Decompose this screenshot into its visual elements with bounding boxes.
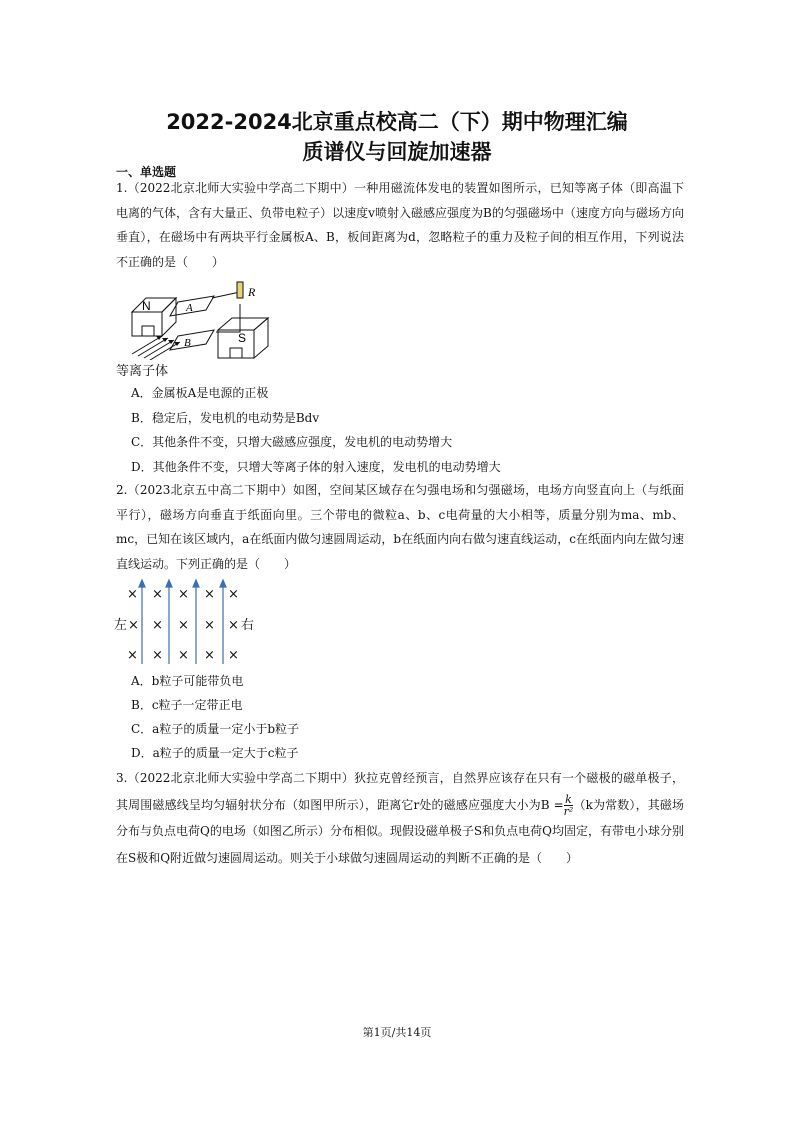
cross-r2c1: ×	[128, 618, 139, 633]
q2-option-a: A．b粒子可能带负电	[131, 674, 244, 688]
page-footer: 第1页/共14页	[362, 1026, 432, 1039]
label-R: R	[248, 285, 256, 299]
question-1-text: 1.（2022北京北师大实验中学高二下期中）一种用磁流体发电的装置如图所示，已知等离子体（即高温下电离的气体，含有大量正、负带电粒子）以速度v喷射入磁感应强度为B的匀强磁场中（速度方向与磁场方向垂直），在磁场中有两块平行金属板A、B，板间距离为d，忽略粒子的重力及粒子间的相互作用，下列说法不正确的是（ ）	[116, 181, 684, 269]
label-S: S	[238, 331, 247, 345]
document-subtitle: 质谱仪与回旋加速器	[302, 140, 492, 164]
cross-r2c4: ×	[204, 618, 215, 633]
fraction-numerator: k	[565, 792, 572, 806]
q1-option-c: C．其他条件不变，只增大磁感应强度，发电机的电动势增大	[131, 435, 453, 449]
section-heading: 一、单选题	[116, 165, 177, 179]
label-left: 左	[114, 618, 128, 633]
q2-option-d: D．a粒子的质量一定大于c粒子	[131, 746, 299, 760]
cross-r1c2: ×	[152, 587, 163, 602]
document-title: 2022-2024北京重点校高二（下）期中物理汇编	[166, 110, 628, 134]
label-right: 右	[241, 618, 255, 633]
q1-option-a: A．金属板A是电源的正极	[131, 386, 269, 400]
cross-r2c3: ×	[178, 618, 189, 633]
q1-option-d: D．其他条件不变，只增大等离子体的射入速度，发电机的电动势增大	[131, 460, 501, 474]
q2-option-c: C．a粒子的质量一定小于b粒子	[131, 722, 300, 736]
mhd-generator-figure	[118, 278, 288, 360]
cross-r2c2: ×	[152, 618, 163, 633]
question-2-text: 2.（2023北京五中高二下期中）如图，空间某区域存在匀强电场和匀强磁场，电场方向竖直向上（与纸面平行），磁场方向垂直于纸面向里。三个带电的微粒a、b、c电荷量的大小相等，质量分别为ma、mb、mc，已知在该区域内，a在纸面内做匀速圆周运动，b在纸面内向右做匀速直线运动，c在纸面内向左做匀速直线运动。下列正确的是（ ）	[116, 483, 684, 571]
q2-option-b: B．c粒子一定带正电	[131, 698, 243, 712]
field-region-figure	[114, 578, 264, 664]
cross-r1c3: ×	[178, 587, 189, 602]
cross-r1c4: ×	[204, 587, 215, 602]
q3-text-part1: 3.（2022北京北师大实验中学高二下期中）狄拉克曾经预言，自然界应该存在只有一个磁极的磁单极子，其周围磁感线呈均匀辐射状分布（如图甲所示），距离它r处的磁感应强度大小为B =	[116, 771, 684, 812]
question-3-text	[116, 765, 684, 871]
formula-fraction	[564, 794, 574, 817]
cross-r3c2: ×	[152, 648, 163, 663]
fraction-denominator: r²	[563, 804, 574, 818]
cross-r3c4: ×	[204, 648, 215, 663]
cross-r1c1: ×	[127, 587, 138, 602]
cross-r3c1: ×	[127, 648, 138, 663]
cross-r3c3: ×	[178, 648, 189, 663]
cross-r1c5: ×	[228, 587, 239, 602]
cross-r2c5: ×	[228, 618, 239, 633]
q3-text-part2: （k为常数），其磁场分布与负点电荷Q的电场（如图乙所示）分布相似。现假设磁单极子S和负点电荷Q均固定，有带电小球分别在S极和Q附近做匀速圆周运动。则关于小球做匀速圆周运动的判断不正确的是（ ）	[116, 797, 684, 865]
q1-option-b: B．稳定后，发电机的电动势是Bdv	[131, 411, 320, 425]
label-B: B	[184, 337, 191, 349]
label-A: A	[186, 302, 193, 314]
cross-r3c5: ×	[228, 648, 239, 663]
label-N: N	[142, 299, 151, 313]
resistor-R	[237, 282, 243, 298]
figure-caption-plasma: 等离子体	[116, 364, 169, 379]
